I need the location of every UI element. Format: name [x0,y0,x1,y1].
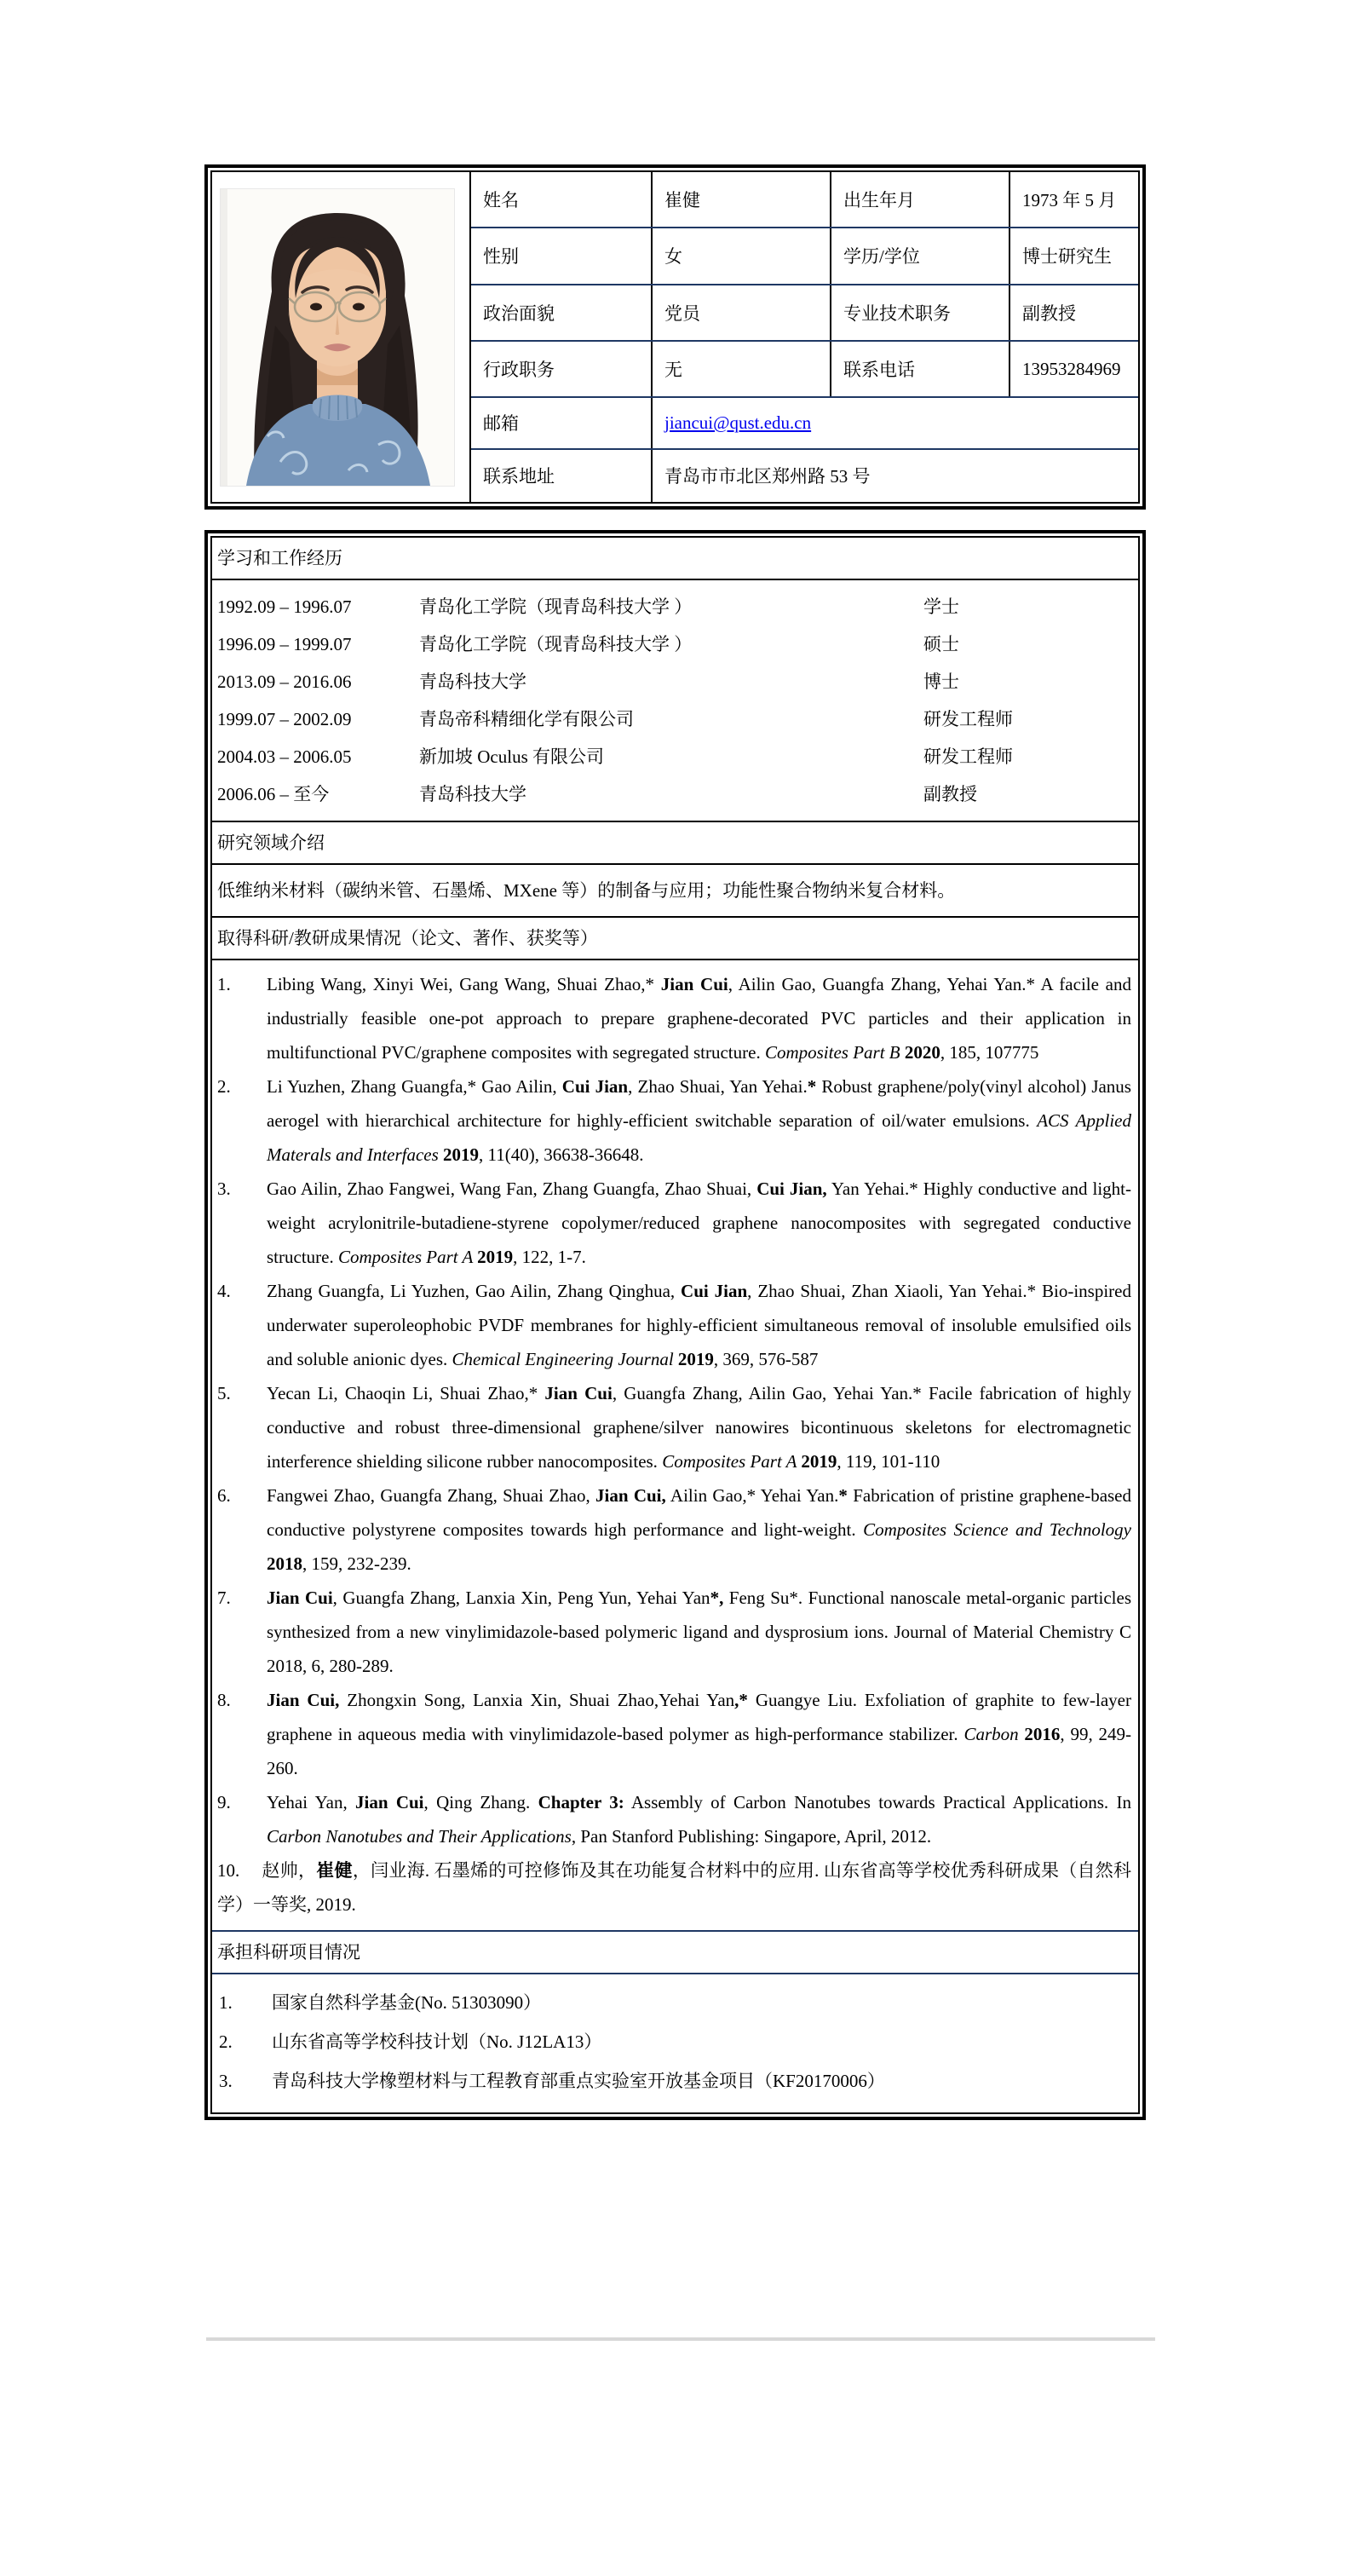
history-row [217,625,1131,663]
table-row [471,285,1138,342]
history-row [217,775,1131,813]
phone-label: 联系电话 [831,342,1010,396]
history-place: 青岛化工学院（现青岛科技大学 ） [419,634,693,654]
project-number: 1. [219,1992,233,2013]
publications-list [212,960,1138,1932]
history-period: 2006.06 – 至今 [217,784,330,804]
history-period: 2013.09 – 2016.06 [217,671,352,692]
publication-number: 7. [217,1588,231,1608]
table-row [471,172,1138,228]
history-place: 青岛帝科精细化学有限公司 [419,709,634,729]
history-period: 1999.07 – 2002.09 [217,709,352,729]
email-link[interactable]: jiancui@qust.edu.cn [664,412,812,433]
publication-item: 9. Yehai Yan, Jian Cui, Qing Zhang. Chapter 3: Assembly of Carbon Nanotubes towards Practical Applications. In Carbon Nanotubes and Their Applications, Pan Stanford Publishing: Singapore, April, 2012. [217,1785,1131,1853]
publication-number: 6. [217,1485,231,1506]
address-label: 联系地址 [471,450,653,502]
title-label: 专业技术职务 [831,285,1010,340]
name-value: 崔健 [653,172,831,227]
profile-photo-illustration [221,189,454,486]
projects-list [212,1974,1138,2112]
section-title-history: 学习和工作经历 [212,538,1138,580]
phone-value: 13953284969 [1022,358,1121,379]
publication-number: 10. [217,1860,240,1881]
history-row [217,588,1131,625]
publication-item: 10. 赵帅，崔健，闫业海. 石墨烯的可控修饰及其在功能复合材料中的应用. 山东省高等学校优秀科研成果（自然科学）一等奖, 2019. [217,1860,1132,1915]
history-role: 博士 [923,671,959,692]
political-value: 党员 [653,285,831,340]
history-list [212,580,1138,822]
publication-item: 5. Yecan Li, Chaoqin Li, Shuai Zhao,* Jian Cui, Guangfa Zhang, Ailin Gao, Yehai Yan.* Facile fabrication of highly conductive and robust three-dimensional graphene/silver nanowires bicontinuous skeletons for electromagnetic interference shielding silicone rubber nanocomposites. Composites Part A 2019, 119, 101-110 [217,1376,1131,1478]
history-row [217,738,1131,775]
history-period: 2004.03 – 2006.05 [217,746,352,767]
history-place: 青岛科技大学 [419,784,526,804]
history-period: 1992.09 – 1996.07 [217,596,352,617]
publication-number: 9. [217,1792,231,1812]
publication-item: 8. Jian Cui, Zhongxin Song, Lanxia Xin, Shuai Zhao,Yehai Yan,* Guangye Liu. Exfoliation of graphite to few-layer graphene in aqueous media with vinylimidazole-based polymer as high-performance stabilizer. Carbon 2016, 99, 249-260. [217,1683,1131,1785]
publication-item: 3. Gao Ailin, Zhao Fangwei, Wang Fan, Zhang Guangfa, Zhao Shuai, Cui Jian, Yan Yehai.* Highly conductive and light-weight acrylonitrile-butadiene-styrene copolymer/reduced graphene nanocomposites with segregated conductive structure. Composites Part A 2019, 122, 1-7. [217,1172,1131,1274]
gender-value: 女 [653,228,831,283]
profile-photo [221,189,454,486]
project-item [217,2061,1131,2101]
section-title-achievements: 取得科研/教研成果情况（论文、著作、获奖等） [212,918,1138,960]
title-value: 副教授 [1022,303,1076,324]
publication-number: 1. [217,974,231,994]
cv-document [204,164,1146,2120]
project-item [217,1983,1131,2022]
history-role: 学士 [923,596,959,617]
admin-label: 行政职务 [471,342,653,396]
table-row [471,450,1138,502]
history-row [217,663,1131,700]
project-text: 山东省高等学校科技计划（No. J12LA13） [272,2031,602,2052]
publication-number: 4. [217,1281,231,1301]
project-item [217,2022,1131,2061]
publication-item: 6. Fangwei Zhao, Guangfa Zhang, Shuai Zhao, Jian Cui, Ailin Gao,* Yehai Yan.* Fabrication of pristine graphene-based conductive polystyrene composites towards high performance and light-weight. Composites Science and Technology 2018, 159, 232-239. [217,1478,1131,1581]
footer-divider [206,2337,1155,2341]
project-text: 青岛科技大学橡塑材料与工程教育部重点实验室开放基金项目（KF20170006） [272,2071,885,2091]
history-role: 硕士 [923,634,959,654]
history-place: 青岛化工学院（现青岛科技大学 ） [419,596,693,617]
personal-info-box [204,164,1146,510]
publication-item: 1. Libing Wang, Xinyi Wei, Gang Wang, Shuai Zhao,* Jian Cui, Ailin Gao, Guangfa Zhang, Yehai Yan.* A facile and industrially feasible one-pot approach to prepare graphene-decorated PVC particles and their application in multifunctional PVC/graphene composites with segregated structure. Composites Part B 2020, 185, 107775 [217,967,1131,1069]
history-period: 1996.09 – 1999.07 [217,634,352,654]
section-title-projects: 承担科研项目情况 [212,1932,1138,1974]
political-label: 政治面貌 [471,285,653,340]
address-value: 青岛市市北区郑州路 53 号 [664,466,871,487]
photo-cell [212,172,469,502]
publication-item: 2. Li Yuzhen, Zhang Guangfa,* Gao Ailin, Cui Jian, Zhao Shuai, Yan Yehai.* Robust graphene/poly(vinyl alcohol) Janus aerogel with hierarchical architecture for highly-efficient switchable separation of oil/water emulsions. ACS Applied Materals and Interfaces 2019, 11(40), 36638-36648. [217,1069,1131,1172]
history-place: 新加坡 Oculus 有限公司 [419,746,604,767]
project-text: 国家自然科学基金(No. 51303090） [272,1992,542,2013]
publication-number: 3. [217,1179,231,1199]
history-role: 副教授 [923,784,977,804]
table-row [471,398,1138,449]
gender-label: 性别 [471,228,653,283]
birth-label: 出生年月 [831,172,1010,227]
history-role: 研发工程师 [923,709,1013,729]
history-row [217,700,1131,738]
publication-number: 5. [217,1383,231,1403]
personal-info-table [469,172,1138,502]
publication-item: 7. Jian Cui, Guangfa Zhang, Lanxia Xin, Peng Yun, Yehai Yan*, Feng Su*. Functional nanoscale metal-organic particles synthesized from a new vinylimidazole-based polymeric ligand and dysprosium ions. Journal of Material Chemistry C 2018, 6, 280-289. [217,1581,1131,1683]
degree-label: 学历/学位 [831,228,1010,283]
research-content: 低维纳米材料（碳纳米管、石墨烯、MXene 等）的制备与应用；功能性聚合物纳米复合材料。 [212,865,1138,918]
project-number: 3. [219,2071,233,2091]
section-title-research: 研究领域介绍 [212,822,1138,865]
table-row [471,342,1138,398]
email-label: 邮箱 [471,398,653,447]
table-row [471,228,1138,285]
degree-value: 博士研究生 [1022,246,1112,268]
publication-number: 8. [217,1690,231,1710]
history-role: 研发工程师 [923,746,1013,767]
publication-item: 4. Zhang Guangfa, Li Yuzhen, Gao Ailin, Zhang Qinghua, Cui Jian, Zhao Shuai, Zhan Xiaoli, Yan Yehai.* Bio-inspired underwater superoleophobic PVDF membranes for highly-efficient simultaneous removal of insoluble emulsified oils and soluble anionic dyes. Chemical Engineering Journal 2019, 369, 576-587 [217,1274,1131,1376]
project-number: 2. [219,2031,233,2052]
admin-value: 无 [653,342,831,396]
birth-value: 1973 年 5 月 [1022,190,1117,211]
publication-number: 2. [217,1076,231,1097]
history-place: 青岛科技大学 [419,671,526,692]
name-label: 姓名 [471,172,653,227]
cv-main-box [204,530,1146,2120]
